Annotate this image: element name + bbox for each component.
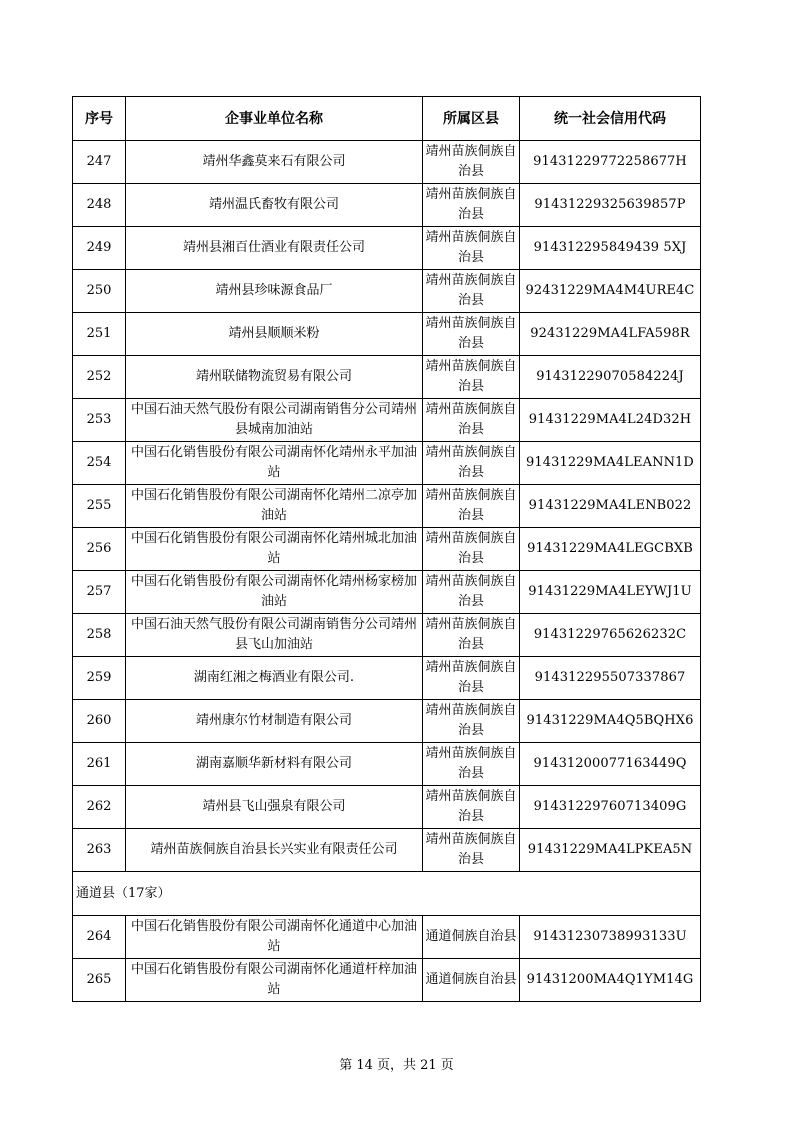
- section-row: [73, 872, 701, 916]
- cell-seq: 259: [73, 657, 126, 700]
- table-row: [73, 227, 701, 270]
- cell-name: 湖南嘉顺华新材料有限公司: [126, 743, 423, 786]
- cell-code: 91431200MA4Q1YM14G: [520, 959, 701, 1002]
- table-row: [73, 743, 701, 786]
- cell-name: 中国石化销售股份有限公司湖南怀化靖州永平加油站: [126, 442, 423, 485]
- cell-seq: 264: [73, 916, 126, 959]
- cell-district: 靖州苗族侗族自治县: [423, 657, 520, 700]
- cell-seq: 255: [73, 485, 126, 528]
- table-header-row: [73, 97, 701, 141]
- cell-name: 中国石化销售股份有限公司湖南怀化靖州杨家榜加油站: [126, 571, 423, 614]
- cell-district: 靖州苗族侗族自治县: [423, 743, 520, 786]
- header-seq: 序号: [73, 97, 126, 141]
- table-row: [73, 829, 701, 872]
- table-row: [73, 442, 701, 485]
- cell-code: 91431200077163449Q: [520, 743, 701, 786]
- cell-code: 92431229MA4LFA598R: [520, 313, 701, 356]
- cell-code: 91431229MA4L24D32H: [520, 399, 701, 442]
- cell-code: 914312295849439 5XJ: [520, 227, 701, 270]
- cell-seq: 250: [73, 270, 126, 313]
- cell-district: 靖州苗族侗族自治县: [423, 614, 520, 657]
- cell-name: 靖州苗族侗族自治县长兴实业有限责任公司: [126, 829, 423, 872]
- cell-code: 91431230738993133U: [520, 916, 701, 959]
- cell-seq: 265: [73, 959, 126, 1002]
- cell-district: 靖州苗族侗族自治县: [423, 313, 520, 356]
- cell-district: 靖州苗族侗族自治县: [423, 485, 520, 528]
- cell-seq: 249: [73, 227, 126, 270]
- cell-seq: 263: [73, 829, 126, 872]
- cell-seq: 261: [73, 743, 126, 786]
- cell-seq: 254: [73, 442, 126, 485]
- page-footer: 第 14 页，共 21 页: [339, 1058, 454, 1073]
- table-row: [73, 399, 701, 442]
- cell-district: 靖州苗族侗族自治县: [423, 356, 520, 399]
- cell-seq: 247: [73, 141, 126, 184]
- cell-district: 靖州苗族侗族自治县: [423, 786, 520, 829]
- cell-seq: 253: [73, 399, 126, 442]
- table-row: [73, 313, 701, 356]
- cell-code: 91431229772258677H: [520, 141, 701, 184]
- cell-district: 通道侗族自治县: [423, 916, 520, 959]
- table-row: [73, 786, 701, 829]
- cell-seq: 251: [73, 313, 126, 356]
- cell-name: 靖州华鑫莫来石有限公司: [126, 141, 423, 184]
- cell-district: 靖州苗族侗族自治县: [423, 184, 520, 227]
- table-row: [73, 571, 701, 614]
- table-row: [73, 959, 701, 1002]
- cell-district: 靖州苗族侗族自治县: [423, 227, 520, 270]
- cell-code: 91431229MA4LEYWJ1U: [520, 571, 701, 614]
- cell-seq: 258: [73, 614, 126, 657]
- table-row: [73, 614, 701, 657]
- cell-code: 91431229MA4LENB022: [520, 485, 701, 528]
- cell-seq: 262: [73, 786, 126, 829]
- cell-code: 91431229325639857P: [520, 184, 701, 227]
- cell-district: 靖州苗族侗族自治县: [423, 442, 520, 485]
- cell-seq: 248: [73, 184, 126, 227]
- cell-district: 靖州苗族侗族自治县: [423, 399, 520, 442]
- enterprise-table: [72, 96, 701, 1002]
- header-name: 企事业单位名称: [126, 97, 423, 141]
- cell-name: 靖州县顺顺米粉: [126, 313, 423, 356]
- cell-seq: 257: [73, 571, 126, 614]
- cell-code: 914312295507337867: [520, 657, 701, 700]
- cell-name: 中国石化销售股份有限公司湖南怀化靖州城北加油站: [126, 528, 423, 571]
- table-row: [73, 184, 701, 227]
- table-row: [73, 270, 701, 313]
- table-row: [73, 356, 701, 399]
- cell-name: 中国石化销售股份有限公司湖南怀化通道杆梓加油站: [126, 959, 423, 1002]
- cell-code: 91431229MA4LPKEA5N: [520, 829, 701, 872]
- cell-code: 92431229MA4M4URE4C: [520, 270, 701, 313]
- table-row: [73, 528, 701, 571]
- cell-district: 靖州苗族侗族自治县: [423, 528, 520, 571]
- cell-name: 靖州康尔竹材制造有限公司: [126, 700, 423, 743]
- cell-name: 靖州县湘百仕酒业有限责任公司: [126, 227, 423, 270]
- table-row: [73, 700, 701, 743]
- header-district: 所属区县: [423, 97, 520, 141]
- cell-name: 靖州联储物流贸易有限公司: [126, 356, 423, 399]
- cell-seq: 252: [73, 356, 126, 399]
- cell-code: 91431229MA4LEANN1D: [520, 442, 701, 485]
- cell-code: 91431229765626232C: [520, 614, 701, 657]
- cell-seq: 260: [73, 700, 126, 743]
- cell-name: 靖州温氏畜牧有限公司: [126, 184, 423, 227]
- table-row: [73, 657, 701, 700]
- table-row: [73, 916, 701, 959]
- cell-district: 靖州苗族侗族自治县: [423, 141, 520, 184]
- cell-name: 中国石油天然气股份有限公司湖南销售分公司靖州县飞山加油站: [126, 614, 423, 657]
- cell-name: 靖州县珍味源食品厂: [126, 270, 423, 313]
- cell-name: 湖南红湘之梅酒业有限公司.: [126, 657, 423, 700]
- cell-district: 靖州苗族侗族自治县: [423, 829, 520, 872]
- cell-name: 中国石油天然气股份有限公司湖南销售分公司靖州县城南加油站: [126, 399, 423, 442]
- header-code: 统一社会信用代码: [520, 97, 701, 141]
- cell-district: 通道侗族自治县: [423, 959, 520, 1002]
- table-row: [73, 485, 701, 528]
- cell-district: 靖州苗族侗族自治县: [423, 270, 520, 313]
- cell-code: 91431229070584224J: [520, 356, 701, 399]
- cell-name: 靖州县飞山强泉有限公司: [126, 786, 423, 829]
- table-row: [73, 141, 701, 184]
- cell-code: 91431229MA4Q5BQHX6: [520, 700, 701, 743]
- cell-district: 靖州苗族侗族自治县: [423, 571, 520, 614]
- cell-seq: 256: [73, 528, 126, 571]
- cell-code: 91431229760713409G: [520, 786, 701, 829]
- section-title: 通道县（17家）: [73, 872, 701, 916]
- cell-name: 中国石化销售股份有限公司湖南怀化通道中心加油站: [126, 916, 423, 959]
- cell-name: 中国石化销售股份有限公司湖南怀化靖州二凉亭加油站: [126, 485, 423, 528]
- cell-district: 靖州苗族侗族自治县: [423, 700, 520, 743]
- cell-code: 91431229MA4LEGCBXB: [520, 528, 701, 571]
